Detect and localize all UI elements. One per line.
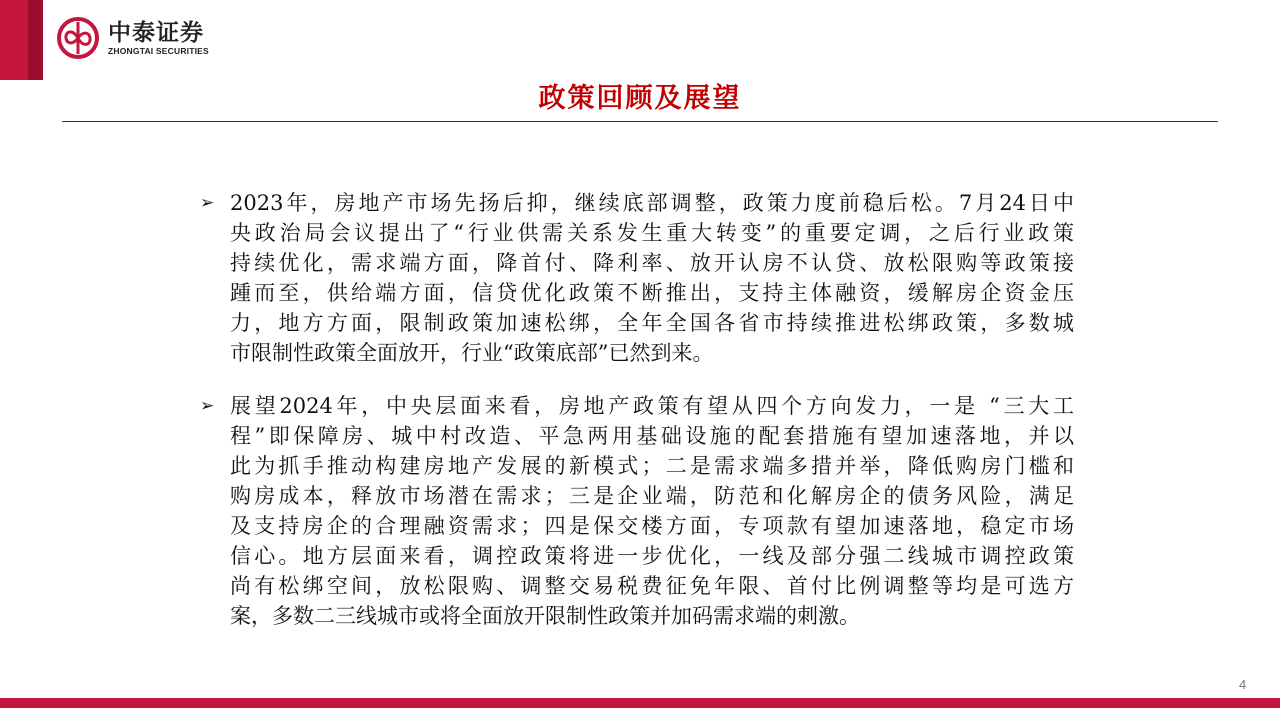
text-line: 持续优化，需求端方面，降首付、降利率、放开认房不认贷、放松限购等政策接	[230, 251, 1074, 275]
text-line: 案，多数二三线城市或将全面放开限制性政策并加码需求端的刺激。	[230, 604, 860, 628]
text-line: 购房成本，释放市场潜在需求；三是企业端，防范和化解房企的债务风险，满足	[230, 484, 1074, 508]
text-line: 央政治局会议提出了“行业供需关系发生重大转变”的重要定调，之后行业政策	[230, 221, 1074, 245]
corner-accent	[0, 0, 28, 80]
bullet-arrow-icon: ➢	[200, 193, 215, 213]
text-line: 信心。地方层面来看，调控政策将进一步优化，一线及部分强二线城市调控政策	[230, 544, 1074, 568]
text-line: 2023年，房地产市场先扬后抑，继续底部调整，政策力度前稳后松。7月24日中	[230, 191, 1074, 215]
page-title: 政策回顾及展望	[538, 83, 742, 114]
footer-bar	[0, 698, 1280, 708]
corner-accent-dark	[28, 0, 43, 80]
bullet-arrow-icon: ➢	[200, 396, 215, 416]
text-line: 力，地方方面，限制政策加速松绑，全年全国各省市持续推进松绑政策，多数城	[230, 311, 1074, 335]
page-number: 4	[1239, 677, 1247, 692]
text-line: 尚有松绑空间，放松限购、调整交易税费征免年限、首付比例调整等均是可选方	[230, 574, 1074, 598]
brand-name-cn: 中泰证券	[108, 20, 204, 46]
paragraph-outlook	[200, 391, 1074, 631]
paragraph-review	[200, 188, 1074, 368]
text-line: 踵而至，供给端方面，信贷优化政策不断推出，支持主体融资，缓解房企资金压	[230, 281, 1074, 305]
text-line: 展望2024年，中央层面来看，房地产政策有望从四个方向发力，一是 “三大工	[230, 394, 1074, 418]
title-divider	[62, 121, 1218, 122]
brand-logo	[56, 16, 209, 60]
logo-icon	[56, 16, 100, 60]
brand-name-en: ZHONGTAI SECURITIES	[108, 46, 209, 56]
text-line: 市限制性政策全面放开，行业“政策底部”已然到来。	[230, 341, 714, 365]
text-line: 此为抓手推动构建房地产发展的新模式；二是需求端多措并举，降低购房门槛和	[230, 454, 1074, 478]
text-line: 及支持房企的合理融资需求；四是保交楼方面，专项款有望加速落地，稳定市场	[230, 514, 1074, 538]
text-line: 程”即保障房、城中村改造、平急两用基础设施的配套措施有望加速落地，并以	[230, 424, 1074, 448]
